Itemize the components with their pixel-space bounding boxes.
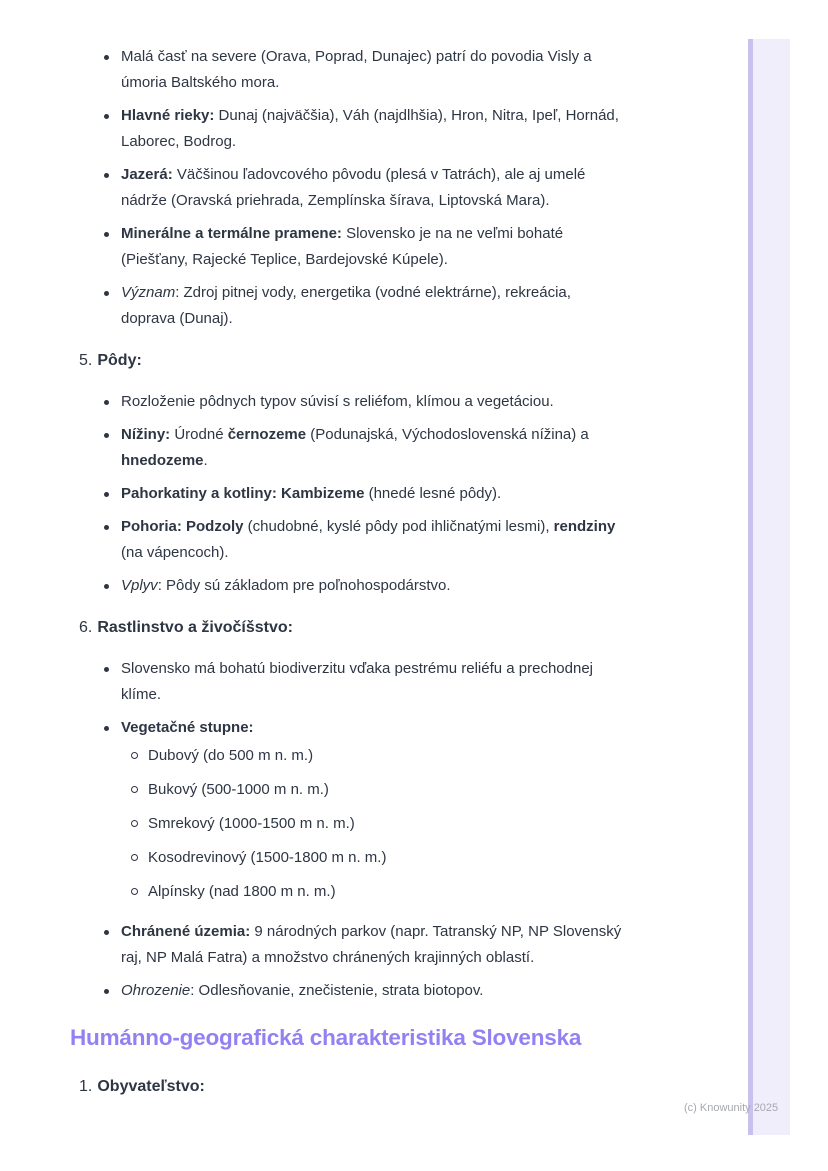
list-item <box>104 715 656 741</box>
item-text: Rozloženie pôdnych typov súvisí s reliéfom, klímou a vegetáciou. <box>121 393 554 410</box>
bullet-icon <box>104 103 121 119</box>
list-number: 1. <box>79 1078 93 1095</box>
item-text: Kosodrevinový (1500-1800 m n. m.) <box>148 849 387 866</box>
sub-list-item <box>131 811 656 837</box>
section-heading <box>70 1024 656 1052</box>
list-item <box>104 656 656 708</box>
item-text: Význam: Zdroj pitnej vody, energetika (vodné elektrárne), rekreácia, doprava (Dunaj). <box>121 284 571 327</box>
list-item <box>104 919 656 971</box>
item-text: Nížiny: Úrodné černozeme (Podunajská, Východoslovenská nížina) a hnedozeme. <box>121 426 589 469</box>
bullet-icon <box>104 44 121 60</box>
bullet-icon <box>104 280 121 296</box>
bullet-icon <box>104 481 121 497</box>
item-text: Malá časť na severe (Orava, Poprad, Dunajec) patrí do povodia Visly a úmoria Baltského mora. <box>121 48 592 91</box>
item-text: Pohoria: Podzoly (chudobné, kyslé pôdy pod ihličnatými lesmi), rendziny (na vápencoch). <box>121 518 616 561</box>
bullet-icon <box>104 221 121 237</box>
list-item <box>104 514 656 566</box>
sub-list-item <box>131 743 656 769</box>
bullet-icon <box>104 514 121 530</box>
bullet-icon <box>104 978 121 994</box>
item-text: Hlavné rieky: Dunaj (najväčšia), Váh (najdlhšia), Hron, Nitra, Ipeľ, Hornád, Laborec, Bodrog. <box>121 107 619 150</box>
numbered-item <box>79 348 656 374</box>
sub-list-item <box>131 879 656 905</box>
circle-bullet-icon <box>131 845 148 861</box>
circle-bullet-icon <box>131 811 148 827</box>
bullet-icon <box>104 715 121 731</box>
bullet-icon <box>104 389 121 405</box>
circle-bullet-icon <box>131 743 148 759</box>
item-text: Slovensko má bohatú biodiverzitu vďaka pestrému reliéfu a prechodnej klíme. <box>121 660 593 703</box>
item-text: Pahorkatiny a kotliny: Kambizeme (hnedé lesné pôdy). <box>121 485 502 502</box>
list-number: 6. <box>79 619 93 636</box>
bullet-icon <box>104 573 121 589</box>
list-item <box>104 389 656 415</box>
circle-bullet-icon <box>131 879 148 895</box>
scrollbar-thumb[interactable] <box>748 39 753 1135</box>
sub-list-item <box>131 777 656 803</box>
bullet-icon <box>104 656 121 672</box>
document-content <box>0 44 656 1115</box>
numbered-item <box>79 615 656 641</box>
item-text: Vplyv: Pôdy sú základom pre poľnohospodárstvo. <box>121 577 451 594</box>
list-item <box>104 481 656 507</box>
list-number: 5. <box>79 352 93 369</box>
list-item <box>104 422 656 474</box>
list-item <box>104 162 656 214</box>
list-item <box>104 978 656 1004</box>
item-text: Jazerá: Väčšinou ľadovcového pôvodu (plesá v Tatrách), ale aj umelé nádrže (Oravská priehrada, Zemplínska šírava, Liptovská Mara). <box>121 166 586 209</box>
item-text: Bukový (500-1000 m n. m.) <box>148 781 329 798</box>
item-text: Chránené územia: 9 národných parkov (napr. Tatranský NP, NP Slovenský raj, NP Malá Fatra) a množstvo chránených krajinných oblastí. <box>121 923 622 966</box>
item-text: Rastlinstvo a živočíšstvo: <box>97 619 293 636</box>
sub-list-item <box>131 845 656 871</box>
bullet-icon <box>104 919 121 935</box>
list-item <box>104 573 656 599</box>
item-text: Smrekový (1000-1500 m n. m.) <box>148 815 355 832</box>
heading-text: Humánno-geografická charakteristika Slovenska <box>70 1025 582 1050</box>
item-text: Pôdy: <box>97 352 142 369</box>
list-item <box>104 221 656 273</box>
numbered-item <box>79 1074 656 1100</box>
item-text: Ohrozenie: Odlesňovanie, znečistenie, strata biotopov. <box>121 982 484 999</box>
list-item <box>104 44 656 96</box>
bullet-icon <box>104 422 121 438</box>
bullet-icon <box>104 162 121 178</box>
item-text: Dubový (do 500 m n. m.) <box>148 747 314 764</box>
item-text: Alpínsky (nad 1800 m n. m.) <box>148 883 336 900</box>
copyright-notice: (c) Knowunity 2025 <box>684 1102 779 1114</box>
scrollbar[interactable] <box>748 39 790 1135</box>
circle-bullet-icon <box>131 777 148 793</box>
list-item <box>104 103 656 155</box>
item-text: Minerálne a termálne pramene: Slovensko je na ne veľmi bohaté (Piešťany, Rajecké Teplice, Bardejovské Kúpele). <box>121 225 564 268</box>
item-text: Vegetačné stupne: <box>121 719 254 736</box>
list-item <box>104 280 656 332</box>
item-text: Obyvateľstvo: <box>97 1078 205 1095</box>
